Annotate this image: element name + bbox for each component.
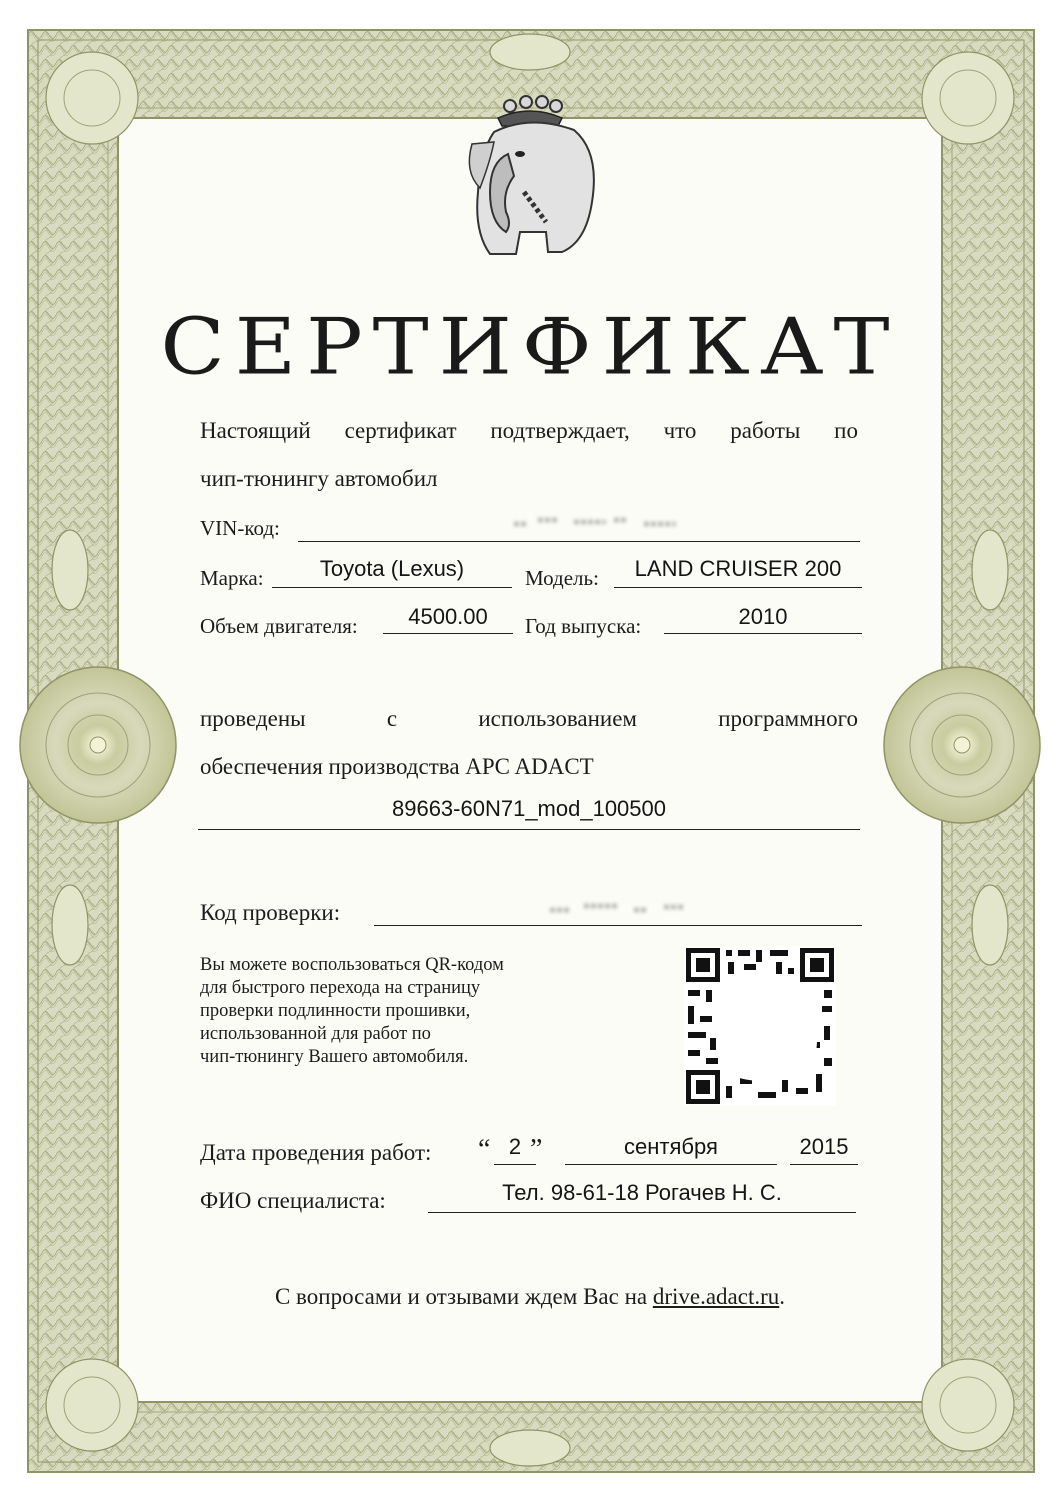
specialist-underline xyxy=(428,1212,856,1213)
engine-underline xyxy=(383,633,513,634)
software-word: проведены xyxy=(200,706,306,731)
software-word: программного xyxy=(718,706,858,731)
footer-suffix: . xyxy=(779,1284,786,1309)
engine-value: 4500.00 xyxy=(408,604,488,629)
brand-value: Toyota (Lexus) xyxy=(319,556,465,581)
date-month: сентября xyxy=(624,1134,718,1159)
qr-text-line: чип-тюнингу Вашего автомобиля. xyxy=(200,1047,469,1067)
model-label: Модель: xyxy=(525,566,599,590)
date-month-underline xyxy=(565,1164,777,1165)
software-word: с xyxy=(386,706,398,731)
footer-text xyxy=(0,1284,1060,1310)
engine-label: Объем двигателя: xyxy=(200,614,358,638)
intro-line-1: Настоящий сертификат подтверждает, что работы по xyxy=(200,418,858,443)
qr-text-line: Вы можете воспользоваться QR-кодом xyxy=(200,955,504,975)
vin-underline xyxy=(298,541,860,542)
date-open-quote: “ xyxy=(478,1134,491,1165)
software-underline xyxy=(198,829,860,830)
brand-underline xyxy=(272,587,512,588)
date-day: 2 xyxy=(508,1134,522,1159)
year-label: Год выпуска: xyxy=(525,614,642,638)
date-close-quote: ” xyxy=(530,1134,543,1165)
brand-label: Марка: xyxy=(200,566,264,590)
check-code-label: Код проверки: xyxy=(200,900,341,925)
date-year-underline xyxy=(790,1164,858,1165)
footer-prefix: С вопросами и отзывами ждем Вас на xyxy=(274,1284,653,1309)
date-year: 2015 xyxy=(799,1134,849,1159)
software-value: 89663-60N71_mod_100500 xyxy=(391,796,666,821)
intro-line-2: чип-тюнингу автомобил xyxy=(200,466,438,491)
check-code-redaction xyxy=(545,898,695,918)
specialist-value: Тел. 98-61-18 Рогачев Н. С. xyxy=(502,1180,782,1205)
year-underline xyxy=(664,633,862,634)
year-value: 2010 xyxy=(738,604,788,629)
qr-text-line: проверки подлинности прошивки, xyxy=(200,1001,471,1021)
software-line-2: обеспечения производства APC ADACT xyxy=(200,754,594,779)
qr-instructions xyxy=(200,954,613,1069)
qr-text-line: для быстрого перехода на страницу xyxy=(200,978,481,998)
certificate-title: СЕРТИФИКАТ xyxy=(160,301,900,393)
software-word: использованием xyxy=(478,706,637,731)
vin-redaction xyxy=(505,512,705,532)
vin-label: VIN-код: xyxy=(200,516,280,540)
model-underline xyxy=(614,587,862,588)
specialist-label: ФИО специалиста: xyxy=(200,1188,386,1213)
footer-link[interactable]: drive.adact.ru xyxy=(652,1284,780,1309)
elephant-logo-icon xyxy=(450,92,610,262)
qr-text-line: использованной для работ по xyxy=(200,1024,431,1044)
qr-code-icon[interactable] xyxy=(684,946,836,1106)
check-code-underline xyxy=(374,925,862,926)
model-value: LAND CRUISER 200 xyxy=(634,556,842,581)
software-line-1 xyxy=(200,706,858,732)
date-label: Дата проведения работ: xyxy=(200,1140,432,1165)
